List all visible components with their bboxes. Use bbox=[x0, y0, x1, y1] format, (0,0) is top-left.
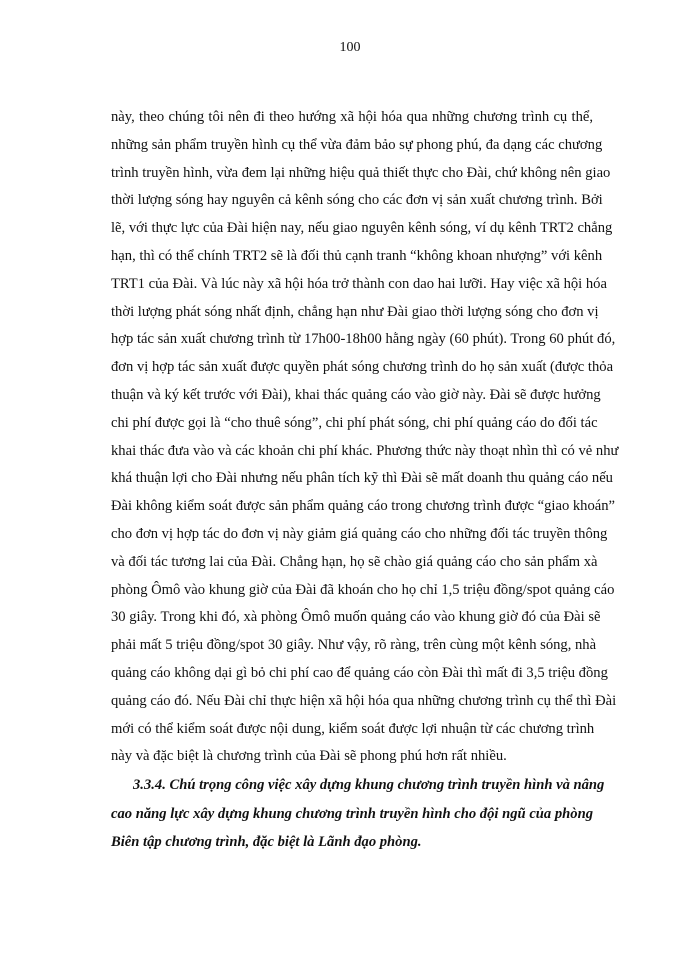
paragraph-line: lẽ, với thực lực của Đài hiện nay, nếu giao nguyên kênh sóng, ví dụ kênh TRT2 chẳng bbox=[111, 220, 613, 237]
body-paragraph bbox=[111, 104, 619, 771]
paragraph-line: này, theo chúng tôi nên đi theo hướng xã hội hóa qua những chương trình cụ thể, bbox=[111, 109, 593, 125]
paragraph-line: thuận và ký kết trước với Đài), khai thác quảng cáo vào giờ này. Đài sẽ được hưởng bbox=[111, 386, 601, 403]
paragraph-line: trình truyền hình, vừa đem lại những hiệu quả thiết thực cho Đài, chứ không nên giao bbox=[111, 164, 611, 181]
paragraph-line: thời lượng sóng hay nguyên cả kênh sóng cho các đơn vị sản xuất chương trình. Bởi bbox=[111, 192, 603, 209]
paragraph-line: cho đơn vị hợp tác do đơn vị này giảm giá quảng cáo cho những đối tác truyền thông bbox=[111, 525, 608, 542]
section-heading bbox=[111, 771, 605, 857]
paragraph-line: quảng cáo không dại gì bỏ chi phí cao để quảng cáo còn Đài thì mất đi 3,5 triệu đồng bbox=[111, 664, 608, 681]
paragraph-line: những sản phẩm truyền hình cụ thể vừa đảm bảo sự phong phú, đa dạng các chương bbox=[111, 136, 603, 153]
paragraph-line: TRT1 của Đài. Và lúc này xã hội hóa trở thành con dao hai lưỡi. Hay việc xã hội hóa bbox=[111, 275, 607, 292]
heading-line: cao năng lực xây dựng khung chương trình truyền hình cho đội ngũ của phòng bbox=[111, 805, 593, 822]
paragraph-line: phải mất 5 triệu đồng/spot 30 giây. Như vậy, rõ ràng, trên cùng một kênh sóng, nhà bbox=[111, 637, 597, 654]
paragraph-line: này và đặc biệt là chương trình của Đài sẽ phong phú hơn rất nhiều. bbox=[111, 748, 507, 765]
paragraph-line: 30 giây. Trong khi đó, xà phòng Ômô muốn quảng cáo vào khung giờ đó của Đài sẽ bbox=[111, 609, 601, 626]
heading-line: Biên tập chương trình, đặc biệt là Lãnh đạo phòng. bbox=[111, 834, 422, 851]
heading-line: 3.3.4. Chú trọng công việc xây dựng khung chương trình truyền hình và nâng bbox=[133, 777, 605, 794]
paragraph-line: quảng cáo đó. Nếu Đài chỉ thực hiện xã hội hóa qua những chương trình cụ thể thì Đài bbox=[111, 692, 617, 709]
paragraph-line: mới có thể kiểm soát được nội dung, kiểm soát được lợi nhuận từ các chương trình bbox=[111, 720, 595, 737]
paragraph-line: đơn vị hợp tác sản xuất được quyền phát sóng chương trình do họ sản xuất (được thỏa bbox=[111, 359, 614, 376]
paragraph-line: chi phí được gọi là “cho thuê sóng”, chi phí phát sóng, chi phí quảng cáo do đối tác bbox=[111, 414, 598, 431]
paragraph-line: hợp tác sản xuất chương trình từ 17h00-18h00 hằng ngày (60 phút). Trong 60 phút đó, bbox=[111, 331, 616, 348]
document-body bbox=[111, 104, 619, 857]
paragraph-line: phòng Ômô vào khung giờ của Đài đã khoán cho họ chỉ 1,5 triệu đồng/spot quảng cáo bbox=[111, 581, 615, 598]
paragraph-line: khá thuận lợi cho Đài nhưng nếu phân tích kỹ thì Đài sẽ mất doanh thu quảng cáo nếu bbox=[111, 470, 613, 487]
paragraph-line: khai thác đưa vào và các khoản chi phí khác. Phương thức này thoạt nhìn thì có vẻ như bbox=[111, 442, 619, 459]
paragraph-line: thời lượng phát sóng nhất định, chẳng hạn như Đài giao thời lượng sóng cho đơn vị bbox=[111, 303, 599, 320]
paragraph-line: và đối tác tương lai của Đài. Chẳng hạn, họ sẽ chào giá quảng cáo cho sản phẩm xà bbox=[111, 553, 598, 570]
paragraph-line: hạn, thì có thể chính TRT2 sẽ là đối thủ cạnh tranh “không khoan nhượng” với kênh bbox=[111, 247, 603, 264]
paragraph-line: Đài không kiểm soát được sản phẩm quảng cáo trong chương trình được “giao khoán” bbox=[111, 498, 616, 515]
page-number: 100 bbox=[339, 40, 361, 55]
